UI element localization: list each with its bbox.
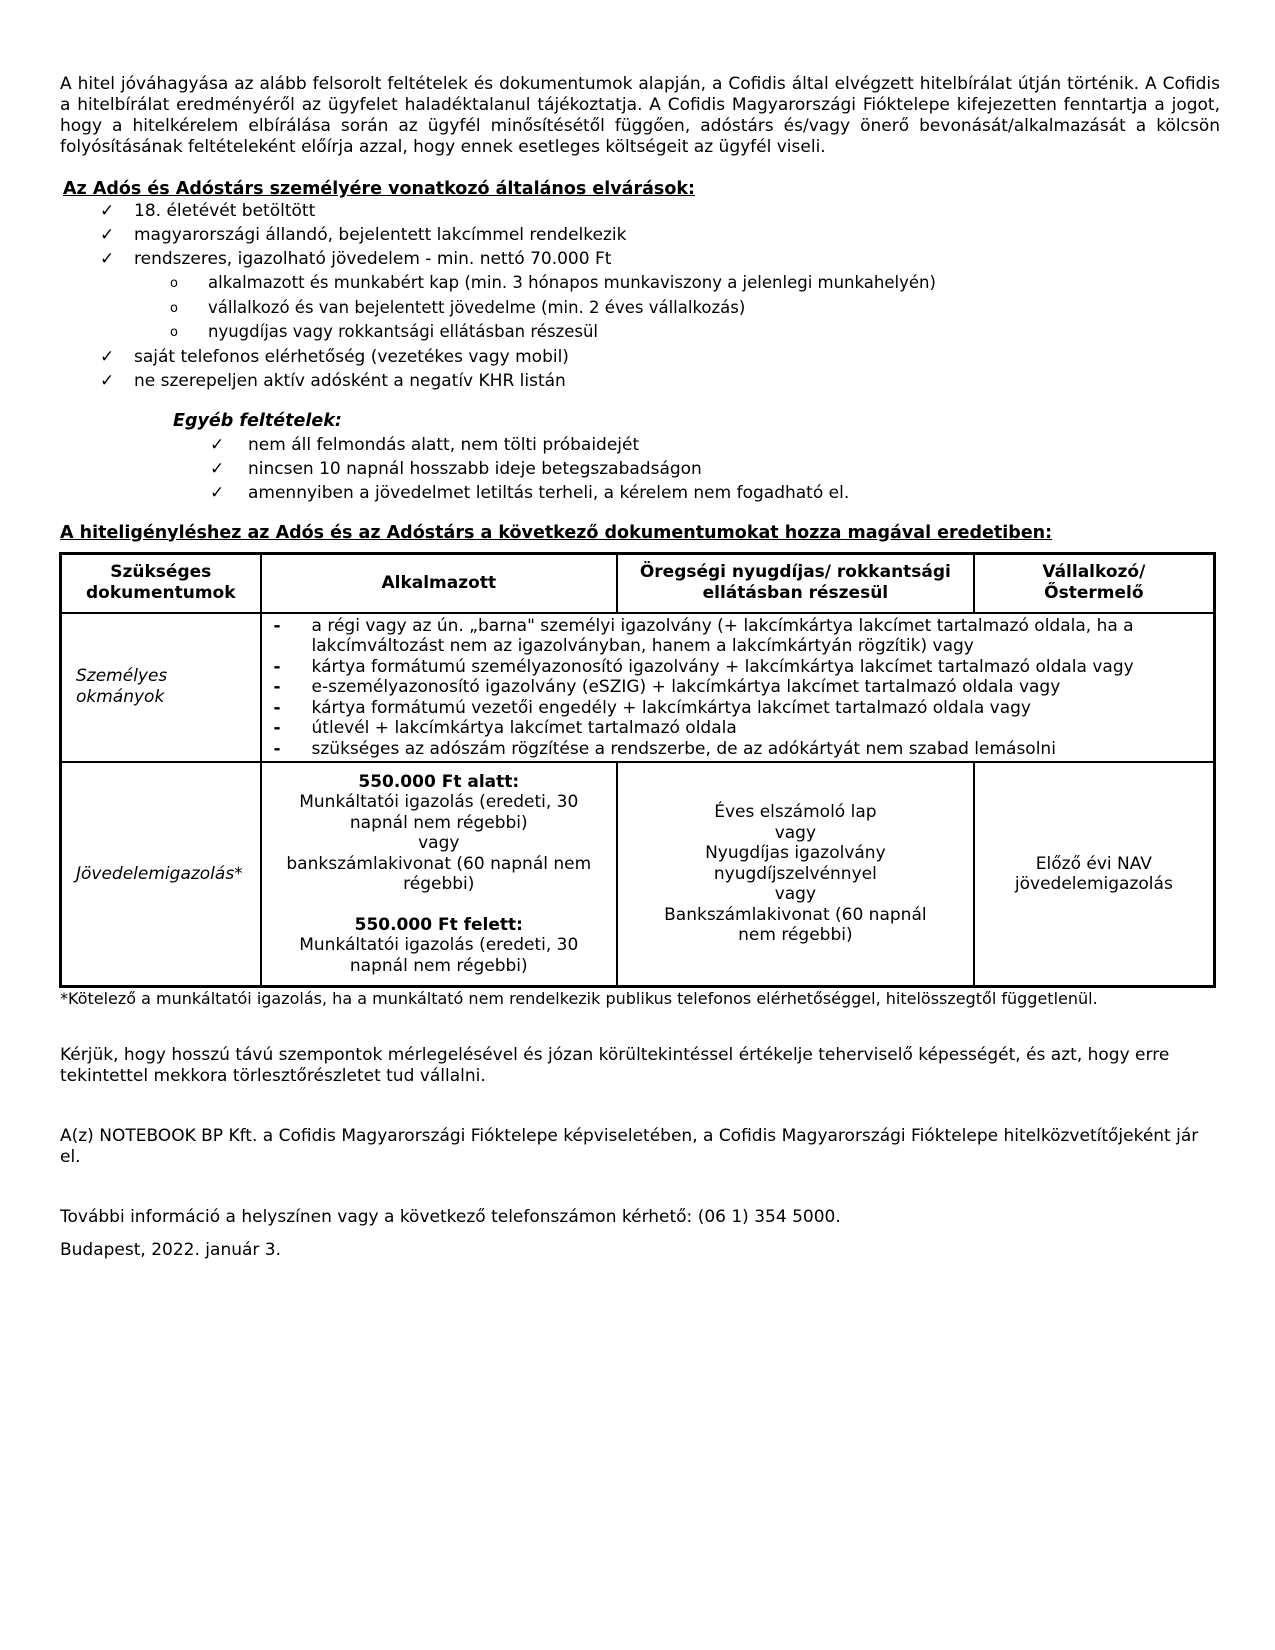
place-date: Budapest, 2022. január 3. bbox=[60, 1240, 282, 1260]
list-item bbox=[262, 616, 1207, 657]
requirement-text: magyarországi állandó, bejelentett lakcímmel rendelkezik bbox=[134, 225, 627, 245]
subitem-text: alkalmazott és munkabért kap (min. 3 hónapos munkaviszony a jelenlegi munkahelyén) bbox=[208, 273, 936, 292]
other-conditions-list bbox=[60, 433, 1220, 505]
pension-card-text: Nyugdíjas igazolvány nyugdíjszelvénnyel bbox=[705, 843, 886, 884]
condition-text: nem áll felmondás alatt, nem tölti próbaidejét bbox=[248, 434, 640, 455]
above-threshold-title: 550.000 Ft felett: bbox=[354, 914, 523, 935]
section-title-suffix: : bbox=[688, 179, 696, 199]
dash-bullet-icon: - bbox=[273, 697, 281, 718]
section-title-text: Az Adós és Adóstárs személyére vonatkozó általános elvárások bbox=[63, 179, 689, 199]
entrepreneur-income-cell: Előző évi NAV jövedelemigazolás bbox=[974, 762, 1215, 987]
below-threshold-title: 550.000 Ft alatt: bbox=[358, 771, 520, 792]
checkmark-icon: ✓ bbox=[100, 201, 115, 221]
table-footnote: *Kötelező a munkáltatói igazolás, ha a munkáltató nem rendelkezik publikus telefonos elérhetőséggel, hitelösszegtől függetlenül. bbox=[60, 989, 1098, 1008]
requirement-item bbox=[60, 223, 1220, 247]
document-text: szükséges az adószám rögzítése a rendszerbe, de az adókártyát nem szabad lemásolni bbox=[311, 738, 1056, 759]
column-header: Szükséges dokumentumok bbox=[61, 553, 261, 613]
list-item bbox=[262, 718, 1207, 739]
dash-bullet-icon: - bbox=[273, 656, 281, 677]
requirements-list-continued bbox=[60, 345, 1220, 393]
checkmark-icon: ✓ bbox=[100, 370, 115, 391]
other-conditions-title: Egyéb feltételek: bbox=[173, 410, 342, 431]
or-text: vagy bbox=[418, 833, 460, 854]
list-item bbox=[262, 739, 1207, 760]
condition-text: amennyiben a jövedelmet letiltás terheli, a kérelem nem fogadható el. bbox=[248, 482, 850, 503]
requirement-item bbox=[60, 345, 1220, 369]
identity-documents-cell bbox=[261, 613, 1215, 763]
documents-table bbox=[59, 552, 1216, 989]
or-text: vagy bbox=[774, 884, 817, 905]
income-subitem bbox=[60, 320, 1220, 345]
dash-bullet-icon: - bbox=[273, 615, 281, 636]
list-item bbox=[262, 698, 1207, 719]
document-text: a régi vagy az ún. „barna" személyi igazolvány (+ lakcímkártya lakcímet tartalmazó oldala, ha a lakcímváltozást nem az igazolványban, hanem a lakcímkártyán rögzítik) vagy bbox=[311, 615, 1134, 656]
column-header: Öregségi nyugdíjas/ rokkantsági ellátásban részesül bbox=[617, 553, 974, 613]
table-row bbox=[61, 613, 1215, 763]
other-condition-item bbox=[60, 433, 1220, 457]
subitem-text: nyugdíjas vagy rokkantsági ellátásban részesül bbox=[208, 322, 599, 341]
document-text: kártya formátumú személyazonosító igazolvány + lakcímkártya lakcímet tartalmazó oldala vagy bbox=[311, 656, 1134, 677]
requirement-text: saját telefonos elérhetőség (vezetékes vagy mobil) bbox=[134, 346, 569, 367]
requirement-text: 18. életévét betöltött bbox=[134, 201, 316, 221]
checkmark-icon: ✓ bbox=[100, 225, 115, 245]
employer-certificate-text: Munkáltatói igazolás (eredeti, 30 napnál nem régebbi) bbox=[299, 792, 579, 833]
checkmark-icon: ✓ bbox=[210, 434, 225, 455]
pensioner-income-cell bbox=[617, 762, 974, 987]
employee-income-cell bbox=[261, 762, 618, 987]
document-text: e-személyazonosító igazolvány (eSZIG) + lakcímkártya lakcímet tartalmazó oldala vagy bbox=[311, 677, 1061, 697]
spacer bbox=[284, 895, 595, 915]
row-label: Jövedelemigazolás* bbox=[61, 762, 261, 987]
column-header: Alkalmazott bbox=[261, 553, 618, 613]
document-text: kártya formátumú vezetői engedély + lakcímkártya lakcímet tartalmazó oldala vagy bbox=[311, 697, 1031, 718]
table-row bbox=[61, 762, 1215, 987]
section-documents-title: A hiteligényléshez az Adós és az Adóstárs a következő dokumentumokat hozza magával eredetiben: bbox=[60, 522, 1053, 543]
income-subitem bbox=[60, 296, 1220, 321]
section-general-requirements-title bbox=[60, 179, 1220, 199]
checkmark-icon: ✓ bbox=[100, 249, 115, 269]
requirement-item bbox=[60, 369, 1220, 393]
requirement-item bbox=[60, 199, 1220, 223]
document-text: útlevél + lakcímkártya lakcímet tartalmazó oldala bbox=[311, 718, 737, 738]
contact-paragraph: További információ a helyszínen vagy a következő telefonszámon kérhető: (06 1) 354 5000. bbox=[60, 1207, 841, 1227]
dash-bullet-icon: - bbox=[273, 677, 281, 697]
condition-text: nincsen 10 napnál hosszabb ideje betegszabadságon bbox=[248, 458, 702, 479]
annual-statement-text: Éves elszámoló lap bbox=[714, 802, 877, 823]
employer-certificate-text: Munkáltatói igazolás (eredeti, 30 napnál nem régebbi) bbox=[299, 935, 579, 976]
circle-bullet-icon: o bbox=[170, 300, 178, 316]
dash-bullet-icon: - bbox=[273, 718, 281, 738]
responsibility-paragraph: Kérjük, hogy hosszú távú szempontok mérlegelésével és józan körültekintéssel értékelje teherviselő képességét, és azt, hogy erre tekintettel mekkora törlesztőrészletet tud vállalni. bbox=[60, 1045, 1170, 1086]
column-header: Vállalkozó/ Őstermelő bbox=[974, 553, 1215, 613]
income-subitem bbox=[60, 271, 1220, 296]
table-header-row bbox=[61, 553, 1215, 613]
income-sublist bbox=[60, 271, 1220, 345]
requirement-text: rendszeres, igazolható jövedelem - min. nettó 70.000 Ft bbox=[134, 249, 612, 269]
intermediary-paragraph: A(z) NOTEBOOK BP Kft. a Cofidis Magyarországi Fióktelepe képviseletében, a Cofidis Magyarországi Fióktelepe hitelközvetítőjeként jár el. bbox=[60, 1126, 1199, 1167]
requirements-list bbox=[60, 199, 1220, 271]
other-condition-item bbox=[60, 481, 1220, 505]
identity-documents-list bbox=[262, 614, 1213, 762]
document-page bbox=[60, 74, 1220, 1261]
circle-bullet-icon: o bbox=[170, 276, 178, 291]
intro-paragraph: A hitel jóváhagyása az alább felsorolt feltételek és dokumentumok alapján, a Cofidis által elvégzett hitelbírálat útján történik. A Cofidis a hitelbírálat eredményéről az ügyfelet haladéktalanul tájékoztatja. A Cofidis Magyarországi Fióktelepe kifejezetten fenntartja a jogot, hogy a hitelkérelem elbírálása során az ügyfél minősítésétől függően, adóstárs és/vagy önerő bevonását/alkalmazását a kölcsön folyósításának feltételeként előírja azzal, hogy ennek esetleges költségeit az ügyfél viseli. bbox=[60, 74, 1220, 157]
dash-bullet-icon: - bbox=[273, 738, 281, 759]
other-condition-item bbox=[60, 457, 1220, 481]
or-text: vagy bbox=[774, 822, 817, 843]
bank-statement-text: Bankszámlakivonat (60 napnál nem régebbi) bbox=[664, 904, 927, 946]
requirement-item bbox=[60, 247, 1220, 271]
circle-bullet-icon: o bbox=[170, 325, 178, 340]
list-item bbox=[262, 677, 1207, 698]
checkmark-icon: ✓ bbox=[100, 346, 115, 367]
checkmark-icon: ✓ bbox=[210, 482, 225, 503]
subitem-text: vállalkozó és van bejelentett jövedelme (min. 2 éves vállalkozás) bbox=[208, 297, 746, 317]
checkmark-icon: ✓ bbox=[210, 458, 225, 479]
requirement-text: ne szerepeljen aktív adósként a negatív KHR listán bbox=[134, 370, 566, 391]
list-item bbox=[262, 657, 1207, 678]
row-label: Személyes okmányok bbox=[61, 613, 261, 763]
bank-statement-text: bankszámlakivonat (60 napnál nem régebbi) bbox=[286, 853, 592, 895]
